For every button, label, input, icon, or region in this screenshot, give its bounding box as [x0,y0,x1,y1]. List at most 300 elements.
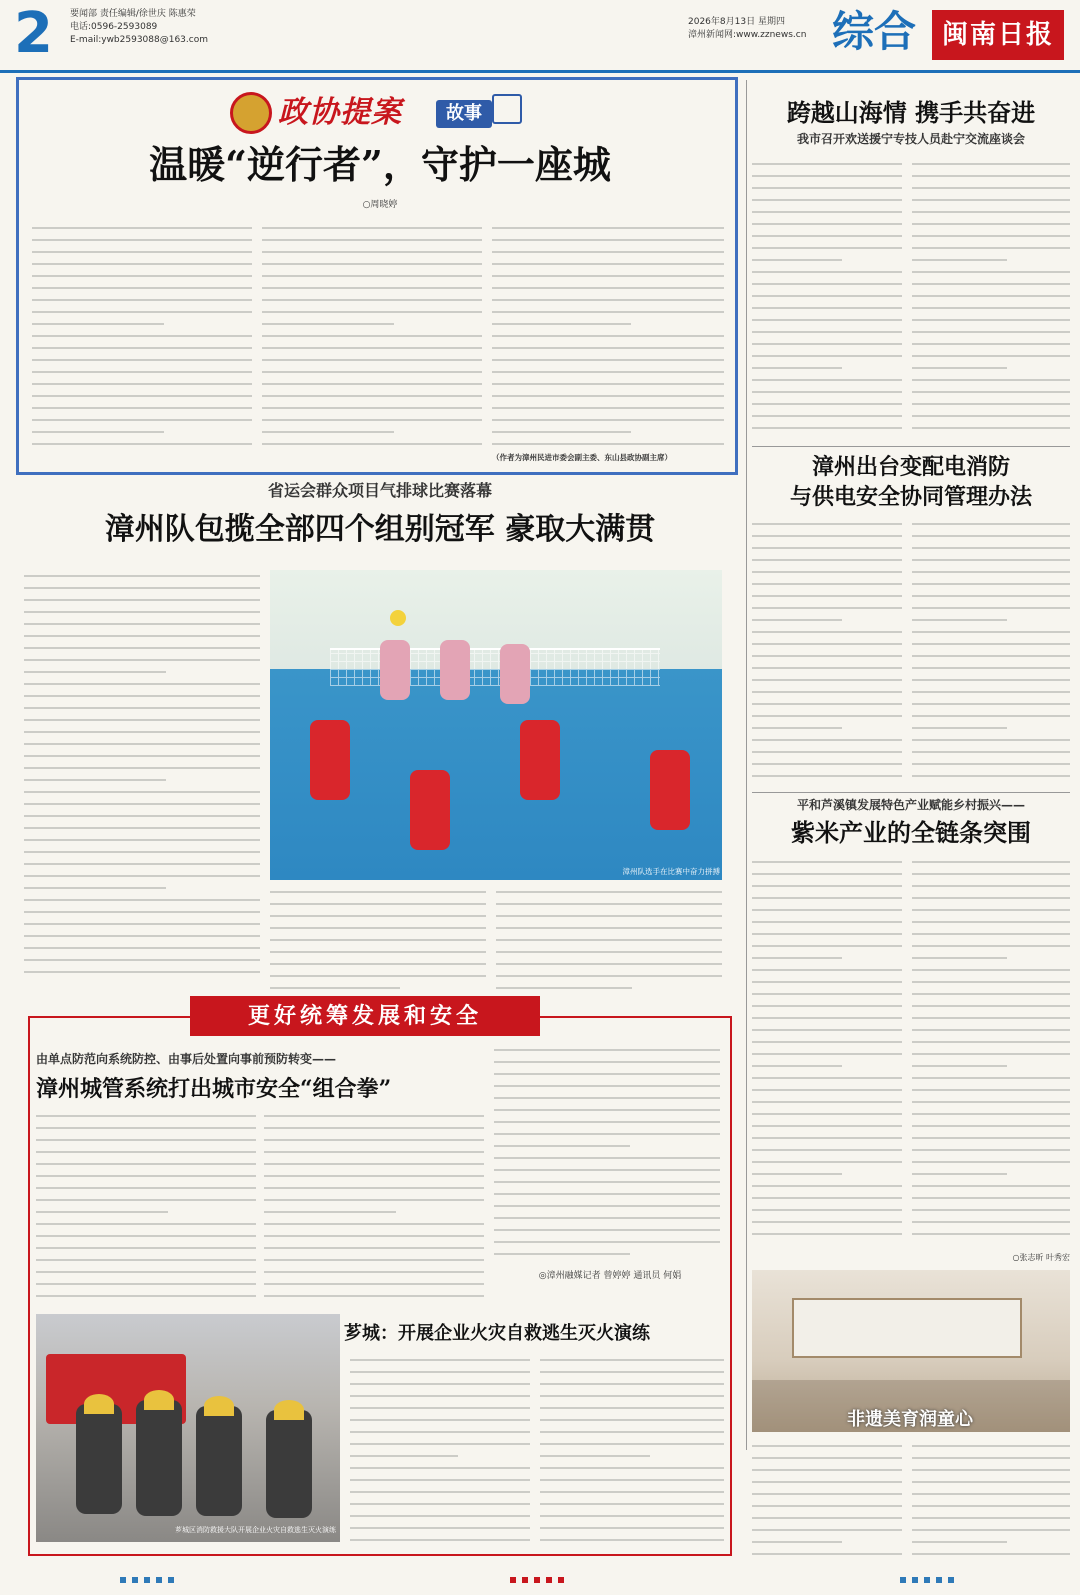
text-line [540,1534,724,1546]
text-line [350,1366,530,1378]
text-line [36,1254,256,1266]
issue-date [688,16,806,42]
text-line [492,246,724,258]
text-line [912,1072,1070,1084]
text-line [264,1242,484,1254]
text-line [912,1216,1070,1228]
text-line [912,254,1070,266]
text-line [912,758,1070,770]
text-line [32,234,252,246]
text-line [912,638,1070,650]
text-line [264,1290,484,1302]
text-line [752,988,902,1000]
text-line [752,194,902,206]
text-line [912,1548,1070,1560]
text-line [350,1510,530,1522]
text-line [270,898,486,910]
right-mid-title-1: 漳州出台变配电消防 [811,454,1010,480]
text-line [752,904,902,916]
text-line [496,898,722,910]
column-divider [746,80,747,1450]
header-divider [0,70,1080,73]
text-line [912,290,1070,302]
fire-drill-title: 芗城：开展企业火灾自救逃生灭火演练 [344,1323,650,1344]
text-line [24,798,260,810]
text-line [752,614,902,626]
text-line [36,1218,256,1230]
text-line [752,1084,902,1096]
text-line [494,1236,720,1248]
text-line [264,1182,484,1194]
text-line [752,290,902,302]
text-line [32,270,252,282]
feature-col-3 [494,1044,720,1260]
text-line [32,294,252,306]
text-line [36,1230,256,1242]
cppcc-proposal-banner [230,90,530,136]
text-line [752,856,902,868]
feature-byline: ◎漳州融媒记者 曾婷婷 通讯员 何娟 [538,1271,682,1281]
text-line [912,350,1070,362]
text-line [350,1486,530,1498]
text-line [32,258,252,270]
text-line [494,1176,720,1188]
text-line [494,1140,720,1152]
text-line [912,988,1070,1000]
text-line [32,222,252,234]
text-line [912,410,1070,422]
right-top-col-1 [752,158,902,434]
text-line [24,942,260,954]
text-line [350,1522,530,1534]
text-line [496,910,722,922]
text-line [752,554,902,566]
text-line [752,1000,902,1012]
text-line [912,386,1070,398]
text-line [752,1536,902,1548]
text-line [912,518,1070,530]
text-line [24,654,260,666]
text-line [752,686,902,698]
text-line [752,1524,902,1536]
text-line [24,738,260,750]
text-line [752,530,902,542]
text-line [24,810,260,822]
fire-drill-col-1 [350,1354,530,1546]
text-line [752,650,902,662]
text-line [752,1120,902,1132]
text-line [270,910,486,922]
text-line [32,402,252,414]
text-line [262,306,482,318]
text-line [912,734,1070,746]
text-line [752,710,902,722]
text-line [264,1266,484,1278]
text-line [262,258,482,270]
text-line [24,858,260,870]
text-line [540,1402,724,1414]
text-line [752,892,902,904]
text-line [752,758,902,770]
text-line [752,374,902,386]
text-line [264,1158,484,1170]
text-line [264,1134,484,1146]
text-line [540,1366,724,1378]
text-line [912,1500,1070,1512]
text-line [912,1464,1070,1476]
text-line [262,222,482,234]
text-line [24,906,260,918]
text-line [36,1206,256,1218]
text-line [912,1012,1070,1024]
text-line [540,1414,724,1426]
text-line [262,246,482,258]
text-line [540,1486,724,1498]
text-line [262,318,482,330]
lead-story-footnote: （作者为漳州民进市委会副主委、东山县政协副主席） [492,453,672,462]
text-line [494,1080,720,1092]
text-line [752,326,902,338]
fire-drill-col-2 [540,1354,724,1546]
text-line [494,1164,720,1176]
phone-line: 电话:0596-2593089 [70,22,158,32]
text-line [912,1440,1070,1452]
banner-tag: 故事 [436,100,492,128]
text-line [350,1390,530,1402]
rice-col-1 [752,856,902,1240]
text-line [752,158,902,170]
text-line [350,1354,530,1366]
text-line [24,594,260,606]
text-line [24,678,260,690]
text-line [264,1122,484,1134]
text-line [496,958,722,970]
text-line [36,1266,256,1278]
text-line [752,386,902,398]
text-line [262,270,482,282]
text-line [912,746,1070,758]
text-line [752,734,902,746]
text-line [752,1192,902,1204]
text-line [32,330,252,342]
feature-kicker: 由单点防范向系统防控、由事后处置向事前预防转变—— [36,1052,337,1066]
text-line [24,570,260,582]
text-line [270,946,486,958]
text-line [264,1218,484,1230]
heritage-col-1 [752,1440,902,1560]
website-line: 漳州新闻网:www.zznews.cn [688,30,807,40]
text-line [24,930,260,942]
text-line [270,958,486,970]
text-line [494,1152,720,1164]
text-line [752,638,902,650]
text-line [496,922,722,934]
text-line [262,366,482,378]
text-line [492,222,724,234]
text-line [752,964,902,976]
text-line [752,230,902,242]
banner-text: 政协提案 [278,95,402,130]
text-line [262,294,482,306]
text-line [24,606,260,618]
text-line [494,1068,720,1080]
text-line [912,542,1070,554]
text-line [262,282,482,294]
right-top-subtitle: 我市召开欢送援宁专技人员赴宁交流座谈会 [796,132,1025,146]
text-line [492,342,724,354]
text-line [752,880,902,892]
text-line [36,1290,256,1302]
text-line [494,1092,720,1104]
text-line [912,1048,1070,1060]
text-line [350,1426,530,1438]
text-line [912,952,1070,964]
text-line [492,282,724,294]
text-line [752,868,902,880]
footer-dots [0,1575,1080,1585]
volleyball-title: 漳州队包揽全部四个组别冠军 豪取大满贯 [104,512,656,547]
cppcc-emblem-icon [230,92,272,134]
text-line [912,1180,1070,1192]
text-line [912,868,1070,880]
text-line [24,762,260,774]
right-divider-1 [752,446,1070,447]
text-line [262,426,482,438]
text-line [24,870,260,882]
text-line [752,518,902,530]
text-line [752,976,902,988]
text-line [264,1206,484,1218]
text-line [912,554,1070,566]
text-line [492,306,724,318]
text-line [752,266,902,278]
text-line [912,698,1070,710]
lead-story-col-2 [262,222,482,450]
text-line [24,774,260,786]
page-number: 2 [14,1,53,66]
text-line [752,302,902,314]
volleyball-col-3 [496,886,722,994]
text-line [262,390,482,402]
text-line [262,330,482,342]
text-line [752,952,902,964]
text-line [912,1228,1070,1240]
text-line [494,1212,720,1224]
feature-col-2 [264,1110,484,1302]
text-line [492,318,724,330]
text-line [494,1188,720,1200]
text-line [350,1402,530,1414]
text-line [24,726,260,738]
text-line [540,1474,724,1486]
paper-logo: 闽南日报 [932,10,1064,60]
text-line [912,1168,1070,1180]
text-line [494,1200,720,1212]
text-line [270,934,486,946]
fire-drill-photo [36,1314,340,1542]
lead-story-col-1 [32,222,252,450]
text-line [912,242,1070,254]
text-line [24,822,260,834]
text-line [752,242,902,254]
text-line [912,1108,1070,1120]
text-line [492,234,724,246]
text-line [540,1390,724,1402]
text-line [752,410,902,422]
text-line [912,362,1070,374]
text-line [912,1144,1070,1156]
text-line [36,1194,256,1206]
fire-drill-caption: 芗城区消防救援大队开展企业火灾自救逃生灭火演练 [175,1526,336,1534]
text-line [912,230,1070,242]
text-line [492,366,724,378]
right-divider-2 [752,792,1070,793]
text-line [752,1048,902,1060]
text-line [36,1122,256,1134]
text-line [912,1036,1070,1048]
text-line [752,928,902,940]
text-line [912,614,1070,626]
text-line [912,916,1070,928]
text-line [752,1488,902,1500]
text-line [350,1414,530,1426]
text-line [752,662,902,674]
text-line [752,1132,902,1144]
text-line [36,1278,256,1290]
text-line [912,904,1070,916]
text-line [752,1144,902,1156]
text-line [494,1116,720,1128]
text-line [912,650,1070,662]
text-line [494,1128,720,1140]
text-line [496,982,722,994]
text-line [912,374,1070,386]
text-line [912,770,1070,782]
feature-col-1 [36,1110,256,1302]
text-line [752,1060,902,1072]
text-line [752,626,902,638]
text-line [540,1378,724,1390]
text-line [912,1536,1070,1548]
text-line [32,354,252,366]
text-line [264,1194,484,1206]
text-line [752,578,902,590]
text-line [752,602,902,614]
text-line [752,590,902,602]
text-line [752,1464,902,1476]
text-line [492,414,724,426]
text-line [912,940,1070,952]
text-line [752,1204,902,1216]
text-line [24,630,260,642]
text-line [912,1132,1070,1144]
text-line [540,1438,724,1450]
page-header [0,0,1080,70]
text-line [270,982,486,994]
text-line [32,318,252,330]
text-line [32,414,252,426]
text-line [350,1450,530,1462]
text-line [752,1216,902,1228]
text-line [24,918,260,930]
text-line [350,1438,530,1450]
text-line [752,314,902,326]
text-line [912,326,1070,338]
rice-author: ○张志昕 叶秀宏 [1012,1253,1070,1262]
text-line [32,426,252,438]
text-line [492,330,724,342]
heritage-col-2 [912,1440,1070,1560]
text-line [752,1452,902,1464]
text-line [540,1510,724,1522]
text-line [912,1084,1070,1096]
text-line [32,306,252,318]
text-line [264,1278,484,1290]
text-line [912,626,1070,638]
right-top-title: 跨越山海情 携手共奋进 [786,98,1036,127]
text-line [270,970,486,982]
text-line [912,566,1070,578]
text-line [262,438,482,450]
text-line [496,934,722,946]
text-line [752,674,902,686]
text-line [912,722,1070,734]
text-line [752,1168,902,1180]
text-line [912,602,1070,614]
text-line [912,1000,1070,1012]
text-line [264,1110,484,1122]
text-line [752,1108,902,1120]
text-line [492,294,724,306]
text-line [752,1036,902,1048]
text-line [24,846,260,858]
text-line [912,194,1070,206]
editor-line: 要闻部 责任编辑/徐世庆 陈惠荣 [70,9,196,19]
text-line [270,886,486,898]
text-line [540,1462,724,1474]
text-line [264,1230,484,1242]
text-line [752,1228,902,1240]
text-line [912,170,1070,182]
date-line: 2026年8月13日 星期四 [688,17,785,27]
text-line [912,662,1070,674]
text-line [912,686,1070,698]
text-line [350,1498,530,1510]
text-line [752,1440,902,1452]
text-line [752,1024,902,1036]
text-line [912,1524,1070,1536]
text-line [492,378,724,390]
feature-title: 漳州城管系统打出城市安全“组合拳” [36,1076,392,1102]
text-line [912,928,1070,940]
text-line [912,674,1070,686]
text-line [270,922,486,934]
text-line [32,378,252,390]
text-line [32,390,252,402]
feature-band-banner: 更好统筹发展和安全 [190,996,540,1036]
text-line [262,234,482,246]
text-line [912,398,1070,410]
text-line [492,390,724,402]
text-line [24,750,260,762]
text-line [912,1060,1070,1072]
text-line [350,1534,530,1546]
editor-info [70,8,208,47]
text-line [496,886,722,898]
text-line [36,1158,256,1170]
text-line [752,1012,902,1024]
text-line [912,710,1070,722]
